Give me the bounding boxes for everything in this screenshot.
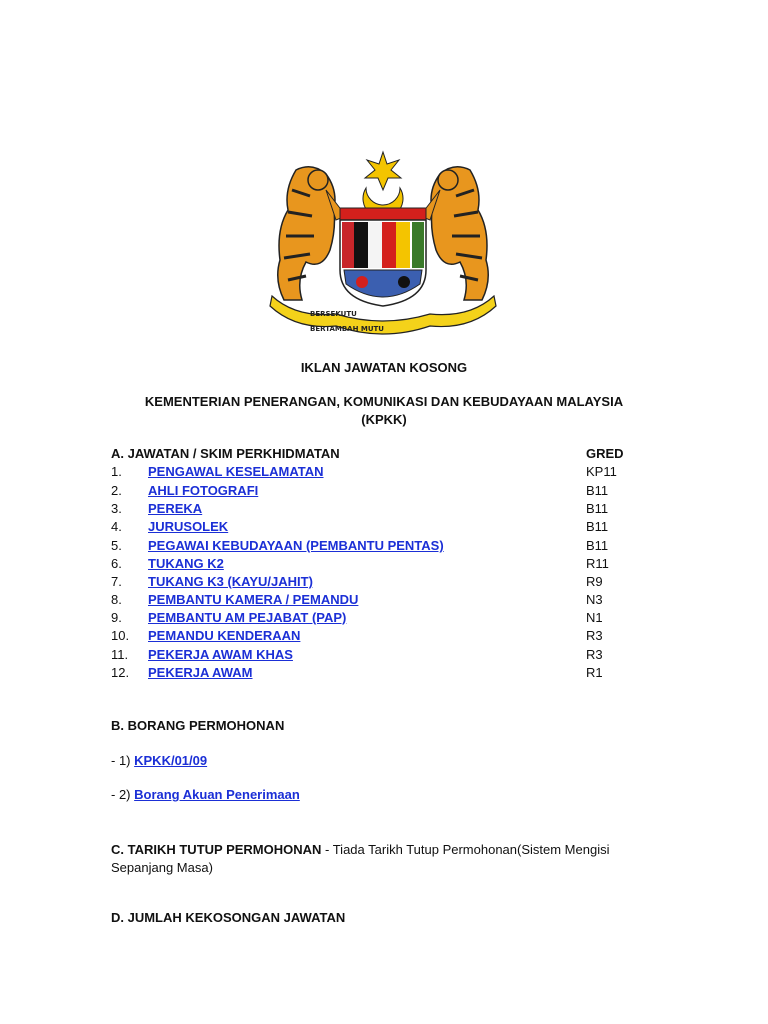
job-row: [111, 538, 671, 556]
job-title-link[interactable]: PEKERJA AWAM KHAS: [148, 647, 293, 662]
job-row: [111, 556, 671, 574]
job-number: 7.: [111, 574, 122, 589]
gred-column-heading: GRED: [586, 446, 624, 461]
job-grade: N1: [586, 610, 603, 625]
job-row: [111, 647, 671, 665]
job-grade: R1: [586, 665, 603, 680]
job-number: 5.: [111, 538, 122, 553]
section-b-heading: B. BORANG PERMOHONAN: [111, 718, 285, 733]
job-title-link[interactable]: PEMBANTU KAMERA / PEMANDU: [148, 592, 359, 607]
job-title-link[interactable]: TUKANG K3 (KAYU/JAHIT): [148, 574, 313, 589]
form-item-2-prefix: - 2): [111, 787, 135, 802]
job-number: 11.: [111, 647, 129, 662]
job-title-link[interactable]: AHLI FOTOGRAFI: [148, 483, 259, 498]
job-title-link[interactable]: PEKERJA AWAM: [148, 665, 253, 680]
section-c-text: - Tiada Tarikh Tutup Permohonan(Sistem Mengisi Sepanjang Masa): [111, 842, 610, 875]
job-number: 12.: [111, 665, 130, 680]
job-grade: KP11: [586, 464, 617, 479]
job-row: [111, 592, 671, 610]
section-c: [111, 841, 671, 877]
job-number: 4.: [111, 519, 122, 534]
job-row: [111, 464, 671, 482]
right-tiger-icon: [420, 167, 488, 300]
job-grade: B11: [586, 538, 609, 553]
section-c-heading: C. TARIKH TUTUP PERMOHONAN: [111, 842, 322, 857]
section-d-heading: D. JUMLAH KEKOSONGAN JAWATAN: [111, 910, 346, 925]
job-title-link[interactable]: PENGAWAL KESELAMATAN: [148, 464, 324, 479]
section-a-heading: A. JAWATAN / SKIM PERKHIDMATAN: [111, 446, 340, 461]
job-number: 1.: [111, 464, 122, 479]
form-item-2: [111, 787, 300, 802]
job-title-link[interactable]: JURUSOLEK: [148, 519, 229, 534]
form-item-1-prefix: - 1): [111, 753, 135, 768]
job-row: [111, 519, 671, 537]
form-link-akuan[interactable]: Borang Akuan Penerimaan: [134, 787, 300, 802]
job-grade: N3: [586, 592, 603, 607]
job-grade: R11: [586, 556, 609, 571]
form-item-1: [111, 753, 207, 768]
job-number: 10.: [111, 628, 130, 643]
form-link-kpkk[interactable]: KPKK/01/09: [134, 753, 208, 768]
job-title-link[interactable]: PEMANDU KENDERAAN: [148, 628, 301, 643]
motto-right-text: BERTAMBAH MUTU: [310, 325, 384, 333]
job-number: 8.: [111, 592, 122, 607]
job-grade: R9: [586, 574, 603, 589]
job-title-link[interactable]: TUKANG K2: [148, 556, 224, 571]
job-number: 6.: [111, 556, 122, 571]
ministry-abbreviation: (KPKK): [361, 412, 407, 427]
job-number: 2.: [111, 483, 122, 498]
left-tiger-icon: [278, 167, 346, 300]
job-title-link[interactable]: PEREKA: [148, 501, 203, 516]
job-grade: B11: [586, 501, 609, 516]
job-row: [111, 610, 671, 628]
job-row: [111, 628, 671, 646]
job-title-link[interactable]: PEGAWAI KEBUDAYAAN (PEMBANTU PENTAS): [148, 538, 444, 553]
job-number: 9.: [111, 610, 122, 625]
page-title: IKLAN JAWATAN KOSONG: [300, 360, 468, 375]
ministry-name: KEMENTERIAN PENERANGAN, KOMUNIKASI DAN KEBUDAYAAN MALAYSIA: [144, 394, 624, 409]
job-grade: B11: [586, 519, 609, 534]
job-row: [111, 501, 671, 519]
motto-left-text: BERSEKUTU: [310, 310, 357, 318]
job-grade: R3: [586, 647, 603, 662]
malaysia-coat-of-arms: [266, 150, 500, 344]
job-row: [111, 483, 671, 501]
job-grade: R3: [586, 628, 603, 643]
job-title-link[interactable]: PEMBANTU AM PEJABAT (PAP): [148, 610, 347, 625]
job-row: [111, 665, 671, 683]
shield-icon: [340, 208, 426, 306]
job-grade: B11: [586, 483, 609, 498]
job-number: 3.: [111, 501, 122, 516]
job-row: [111, 574, 671, 592]
